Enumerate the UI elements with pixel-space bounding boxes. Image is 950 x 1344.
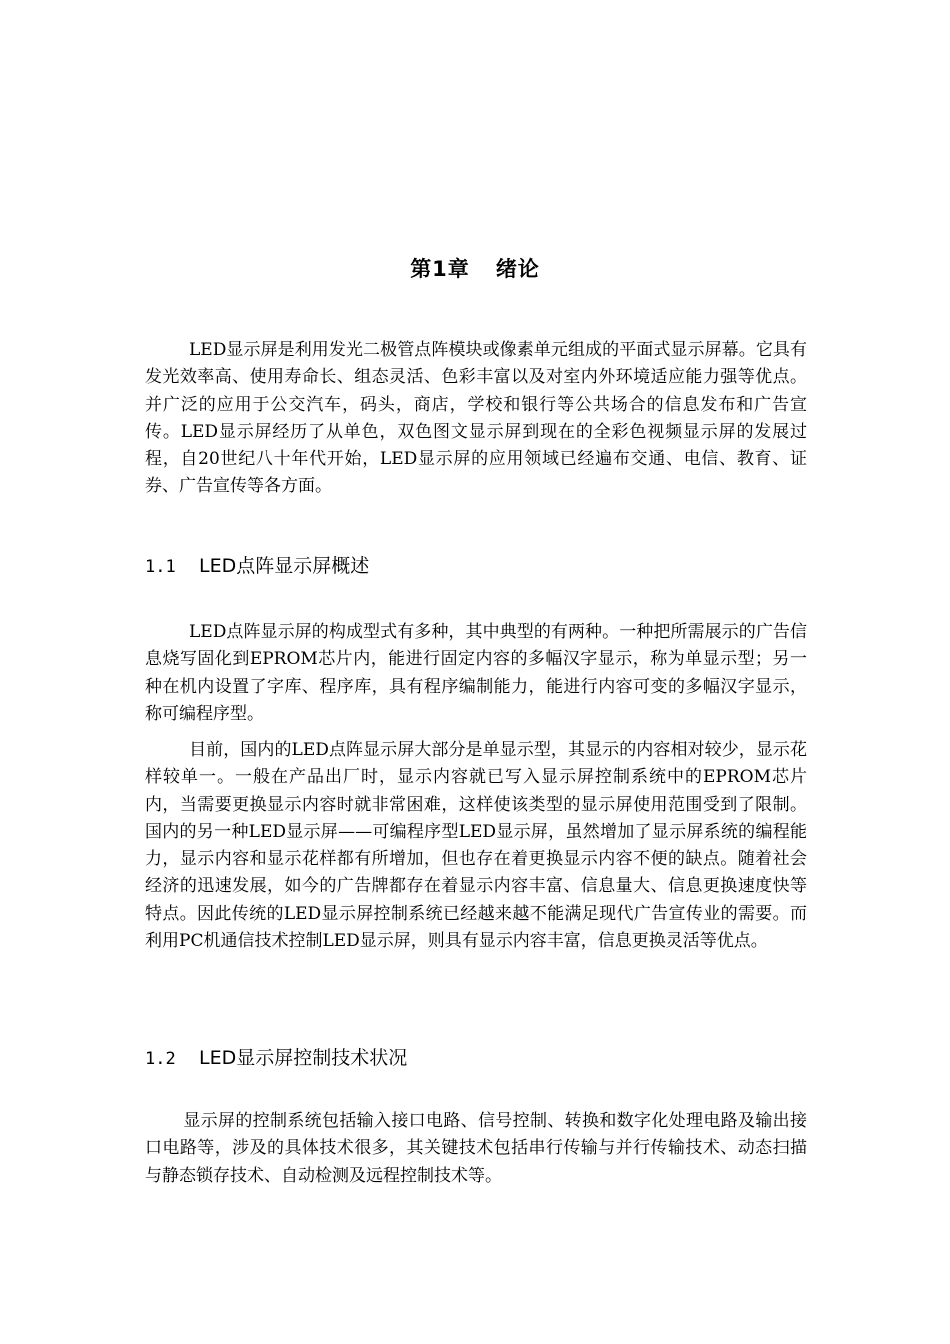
- section-title: LED显示屏控制技术状况: [199, 1047, 408, 1069]
- section-number: 1.1: [145, 557, 176, 577]
- paragraph-text: LED点阵显示屏的构成型式有多种，其中典型的有两种。一种把所需展示的广告信息烧写固化到EPROM芯片内，能进行固定内容的多幅汉字显示，称为单显示型；另一种在机内设置了字库、程序库，具有程序编制能力，能进行内容可变的多幅汉字显示，称可编程序型。: [145, 622, 807, 724]
- paragraph-text: 目前，国内的LED点阵显示屏大部分是单显示型，其显示的内容相对较少，显示花样较单一。一般在产品出厂时，显示内容就已写入显示屏控制系统中的EPROM芯片内，当需要更换显示内容时就非常困难，这样使该类型的显示屏使用范围受到了限制。国内的另一种LED显示屏——可编程序型LED显示屏，虽然增加了显示屏系统的编程能力，显示内容和显示花样都有所增加，但也存在着更换显示内容不便的缺点。随着社会经济的迅速发展，如今的广告牌都存在着显示内容丰富、信息量大、信息更换速度快等特点。因此传统的LED显示屏控制系统已经越来越不能满足现代广告宣传业的需要。而利用PC机通信技术控制LED显示屏，则具有显示内容丰富，信息更换灵活等优点。: [145, 740, 807, 952]
- chapter-number: 第1章: [410, 257, 470, 282]
- section-1-1-paragraph-2: [145, 737, 807, 955]
- paragraph-text: 显示屏的控制系统包括输入接口电路、信号控制、转换和数字化处理电路及输出接口电路等，涉及的具体技术很多，其关键技术包括串行传输与并行传输技术、动态扫描与静态锁存技术、自动检测及远程控制技术等。: [145, 1111, 807, 1186]
- section-heading-1-2: [145, 1043, 407, 1070]
- section-1-1-paragraph-1: [145, 619, 807, 728]
- intro-paragraph: [145, 337, 807, 501]
- section-heading-1-1: [145, 551, 369, 578]
- section-1-2-paragraph-1: [145, 1108, 807, 1190]
- section-number: 1.2: [145, 1049, 176, 1069]
- intro-text: LED显示屏是利用发光二极管点阵模块或像素单元组成的平面式显示屏幕。它具有发光效率高、使用寿命长、组态灵活、色彩丰富以及对室内外环境适应能力强等优点。并广泛的应用于公交汽车，码头，商店，学校和银行等公共场合的信息发布和广告宣传。LED显示屏经历了从单色，双色图文显示屏到现在的全彩色视频显示屏的发展过程，自20世纪八十年代开始，LED显示屏的应用领域已经遍布交通、电信、教育、证券、广告宣传等各方面。: [145, 340, 807, 497]
- chapter-name: 绪论: [495, 257, 540, 282]
- section-title: LED点阵显示屏概述: [199, 555, 370, 577]
- chapter-title: [0, 253, 950, 283]
